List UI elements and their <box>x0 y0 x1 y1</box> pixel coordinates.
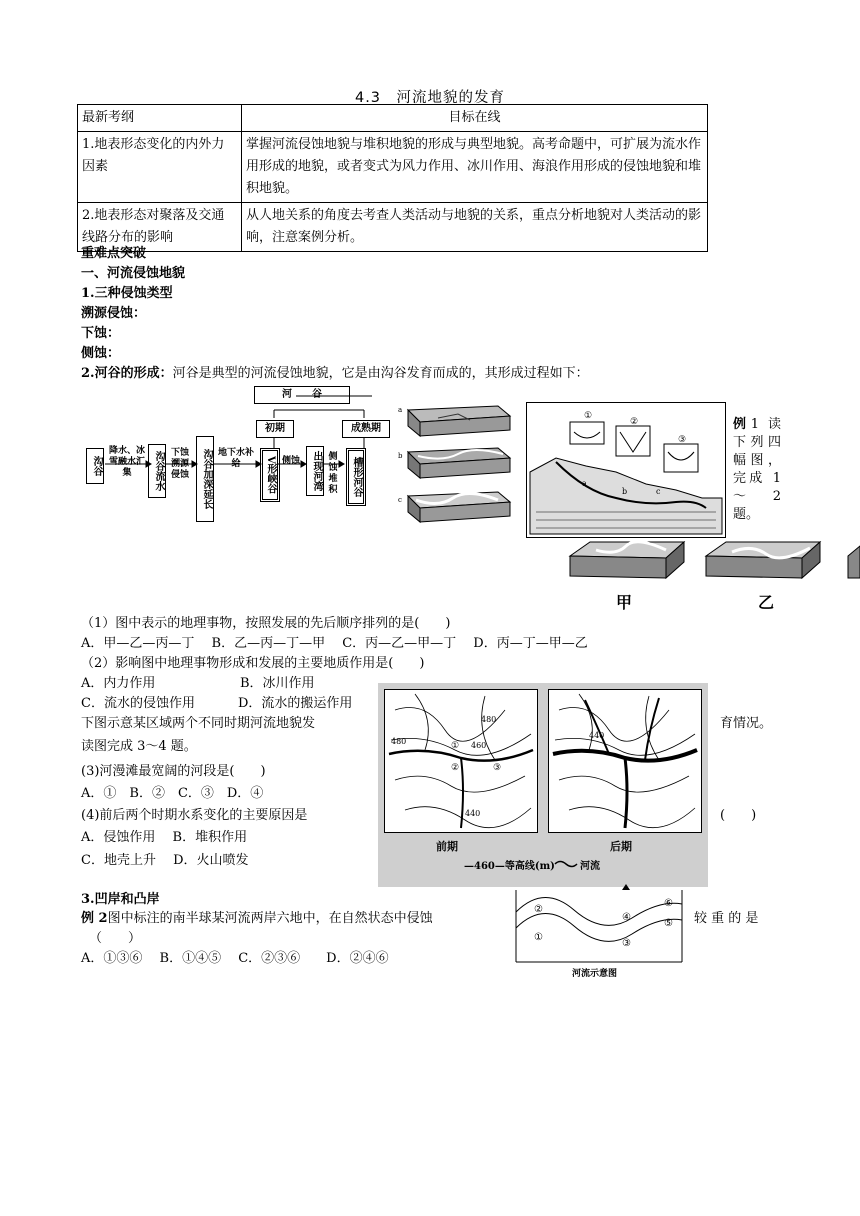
table-cell: 2.地表形态对聚落及交通线路分布的影响 <box>78 203 242 252</box>
flow-label-erosion: 下蚀溯源侵蚀 <box>170 448 189 480</box>
valley-flowchart <box>84 386 394 536</box>
contour-label-480: 480 <box>481 715 497 724</box>
example1-text: 1 读下列四幅图，完成 1 ～ 2 题。 <box>733 417 781 522</box>
q2-option-c: C．流水的侵蚀作用 <box>81 696 195 711</box>
valley-formation-text: 河谷是典型的河流侵蚀地貌，它是由沟谷发育而成的，其形成过程如下： <box>172 366 589 381</box>
example2-label: 例 2 <box>81 911 108 926</box>
q1-options: A．甲—乙—丙—丁 B．乙—丙—丁—甲 C．丙—乙—甲—丁 D．丙—丁—甲—乙 <box>81 636 588 651</box>
legend-river: 河流 <box>580 861 600 872</box>
table-cell: 掌握河流侵蚀地貌与堆积地貌的形成与典型地貌。高考命题中，可扩展为流水作用形成的地貌，或者变式为风力作用、冰川作用、海浪作用形成的侵蚀地貌和堆积地貌。 <box>242 132 708 203</box>
flow-box-gouguliushui: 沟谷流水 <box>148 444 166 498</box>
flow-label-rain: 降水、冰雪融水汇集 <box>108 446 145 478</box>
flow-box-chuqi: 初期 <box>256 420 294 438</box>
sketch-num-6: ⑥ <box>664 898 673 909</box>
q4-options-cd: C．地壳上升 D．火山喷发 <box>81 853 249 868</box>
intro34-right: 育情况。 <box>720 716 773 731</box>
flow-label-groundwater: 地下水补给 <box>217 448 254 469</box>
profile-num-2: ② <box>630 417 639 427</box>
river-sketch <box>514 884 684 982</box>
table-row <box>78 132 708 203</box>
flow-box-chengshuqi: 成熟期 <box>342 420 390 438</box>
caption-yi: 乙 <box>758 593 775 612</box>
sketch-num-4: ④ <box>622 912 631 923</box>
section-heading: 一、河流侵蚀地貌 <box>81 266 186 281</box>
flow-box-hewan: 出现河湾 <box>306 446 324 496</box>
flow-box-vgorge: V形峡谷 <box>260 448 280 502</box>
section-key: 重难点突破 <box>81 246 147 261</box>
map-num-2: ② <box>451 763 460 773</box>
flow-label-ceshi2: 侧蚀堆积 <box>328 452 338 495</box>
q4-paren: ( ) <box>720 808 757 823</box>
stage-label-b: b <box>398 452 403 460</box>
stage-label-a: a <box>398 406 403 414</box>
map-before <box>384 689 538 833</box>
sketch-num-3: ③ <box>622 938 631 949</box>
valley-formation-line <box>81 364 589 384</box>
stage-label-c: c <box>398 496 402 504</box>
contour-label-440b: 440 <box>589 731 605 740</box>
table-row <box>78 203 708 252</box>
q4-options-ab: A．侵蚀作用 B．堆积作用 <box>81 830 248 845</box>
valley-stage-diagrams <box>398 400 516 532</box>
term-suyuan: 溯源侵蚀： <box>81 306 147 321</box>
map-num-1: ① <box>451 741 460 751</box>
term-xiashi: 下蚀： <box>81 326 121 341</box>
example2-line <box>81 909 433 929</box>
legend-contour: —460—等高线(m) <box>464 861 555 872</box>
q2-option-b: B．冰川作用 <box>240 676 315 691</box>
q2-stem: （2）影响图中地理事物形成和发展的主要地质作用是( ) <box>81 656 425 671</box>
example2-paren: （ ） <box>89 931 142 946</box>
example1-label: 例 <box>733 417 751 432</box>
example2-options: A．①③⑥ B．①④⑤ C．②③⑥ D．②④⑥ <box>81 951 389 966</box>
legend-river-icon <box>554 859 578 869</box>
subsection-heading: 3.凹岸和凸岸 <box>81 892 160 907</box>
profile-label-c: c <box>656 487 661 496</box>
profile-label-a: a <box>582 479 587 488</box>
table-cell: 从人地关系的角度去考查人类活动与地貌的关系，重点分析地貌对人类活动的影响，注意案例分析。 <box>242 203 708 252</box>
sketch-num-1: ① <box>534 932 543 943</box>
q4-stem: (4)前后两个时期水系变化的主要原因是 <box>81 808 308 823</box>
subsection-heading: 1.三种侵蚀类型 <box>81 286 173 301</box>
contour-label-480b: 480 <box>391 737 407 746</box>
map-label-after: 后期 <box>610 840 632 853</box>
map-label-before: 前期 <box>436 840 458 853</box>
intro34-left: 下图示意某区域两个不同时期河流地貌发 <box>81 716 316 731</box>
q1-stem: （1）图中表示的地理事物，按照发展的先后顺序排列的是( ) <box>81 616 451 631</box>
subsection-heading: 2.河谷的形成： <box>81 366 173 381</box>
q2-option-d: D．流水的搬运作用 <box>238 696 353 711</box>
page-title: 4.3 河流地貌的发育 <box>354 90 506 106</box>
table-header-left: 最新考纲 <box>78 105 242 132</box>
example1-intro <box>733 416 781 524</box>
syllabus-table <box>77 104 708 252</box>
intro34-line2: 读图完成 3～4 题。 <box>81 739 197 754</box>
q2-option-a: A．内力作用 <box>81 676 156 691</box>
contour-maps <box>378 683 708 887</box>
table-header-right: 目标在线 <box>242 105 708 132</box>
example2-text: 图中标注的南半球某河流两岸六地中，在自然状态中侵蚀 <box>107 911 433 926</box>
flow-box-caoxing: 槽形河谷 <box>346 448 366 506</box>
flow-box-hegu: 河 谷 <box>254 386 350 404</box>
map-after <box>548 689 702 833</box>
flow-box-gougu: 沟谷 <box>86 448 104 484</box>
profile-label-b: b <box>622 487 628 496</box>
example2-tail: 较 重 的 是 <box>694 911 759 926</box>
flow-box-deepen: 沟谷加深延长 <box>196 436 214 522</box>
sketch-num-2: ② <box>534 904 543 915</box>
sketch-caption: 河流示意图 <box>572 969 618 979</box>
q3-stem: (3)河漫滩最宽阔的河段是( ) <box>81 764 266 779</box>
landform-blocks <box>566 536 860 584</box>
contour-label-460: 460 <box>471 741 487 750</box>
sketch-num-5: ⑤ <box>664 918 673 929</box>
q3-options: A．① B．② C．③ D．④ <box>81 786 264 801</box>
table-cell: 1.地表形态变化的内外力因素 <box>78 132 242 203</box>
contour-label-440: 440 <box>465 809 481 818</box>
caption-jia: 甲 <box>616 593 633 612</box>
term-ceshi: 侧蚀： <box>81 346 121 361</box>
map-num-3: ③ <box>493 763 502 773</box>
flow-label-ceshi1: 侧蚀 <box>282 456 301 466</box>
profile-num-1: ① <box>584 411 593 421</box>
profile-num-3: ③ <box>678 435 687 445</box>
river-profile-diagram <box>526 402 726 538</box>
